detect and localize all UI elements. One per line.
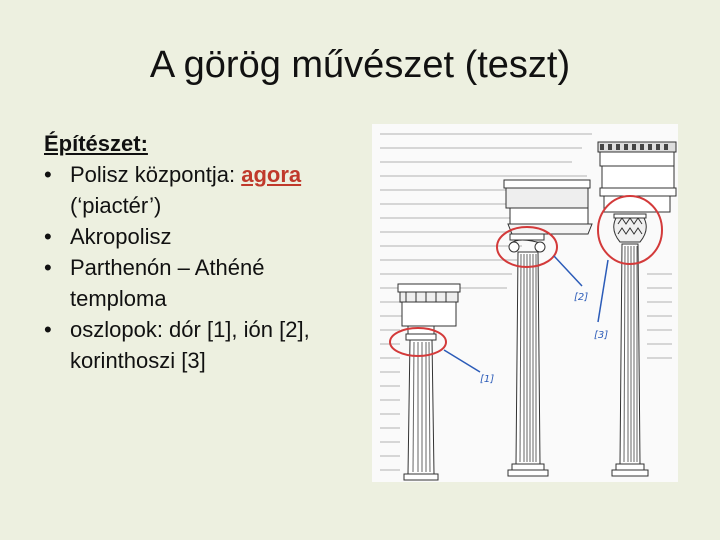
bullet-list: [44, 159, 364, 376]
bullet-text-after: (‘piactér’): [70, 193, 162, 218]
corinthian-column: [598, 142, 676, 476]
section-heading: Építészet:: [44, 131, 148, 156]
bullet-item: [44, 221, 364, 252]
leader-line: [444, 350, 480, 372]
ionic-column: [504, 180, 592, 476]
bullet-item: [44, 252, 364, 314]
doric-column: [398, 284, 460, 480]
label-ionic: [2]: [574, 292, 589, 303]
bullet-item: [44, 159, 364, 221]
bullet-text: Parthenón – Athéné temploma: [70, 255, 265, 311]
bullet-text: Akropolisz: [70, 224, 172, 249]
leader-line: [598, 260, 608, 322]
bullet-text: Polisz központja:: [70, 162, 242, 187]
label-corinthian: [3]: [594, 330, 609, 341]
bullet-item: [44, 314, 364, 376]
bullet-text: oszlopok: dór [1], ión [2], korinthoszi [3]: [70, 317, 310, 373]
label-doric: [1]: [480, 374, 495, 385]
leader-line: [554, 256, 582, 286]
columns-drawing: [372, 124, 678, 482]
content-block: [44, 128, 364, 376]
highlight-term: agora: [241, 162, 302, 187]
columns-illustration: [372, 124, 678, 482]
slide-title: A görög művészet (teszt): [149, 44, 571, 86]
